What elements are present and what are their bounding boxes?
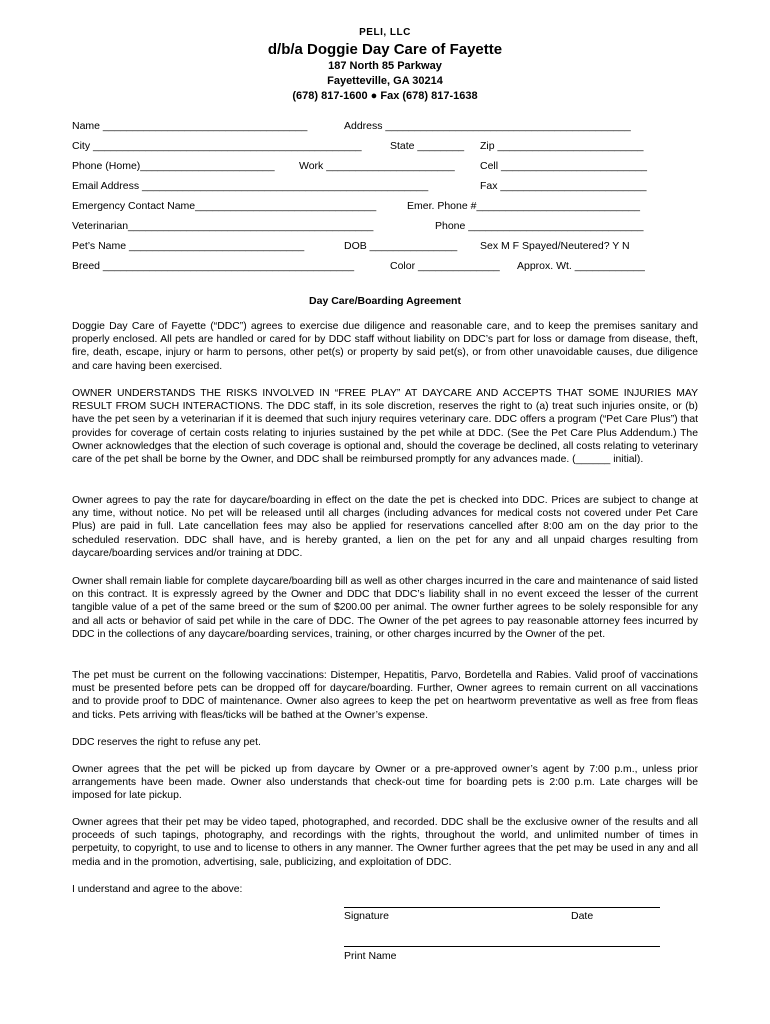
paragraph-free-play: OWNER UNDERSTANDS THE RISKS INVOLVED IN “FREE PLAY” AT DAYCARE AND ACCEPTS THAT SOME INJURIES MAY RESULT FROM SUCH INTERACTIONS. The DDC staff, in its sole discretion, reserves the right to (a) treat such injuries onsite, or (b) have the pet seen by a veterinarian if it is deemed that such injury requires veterinary care. DDC offers a program (“Pet Care Plus”) that provides for coverage of certain costs relating to injuries sustained by the pet while at DDC. (See the Pet Care Plus Addendum.) The Owner acknowledges that the election of such coverage is optional and, should the coverage be declined, all costs relating to veterinary care of the pet shall be borne by the Owner, and DDC shall be reimbursed promptly for any advances made. (______ initial).: [72, 388, 698, 466]
paragraph-media: Owner agrees that their pet may be video taped, photographed, and recorded. DDC shall be the exclusive owner of the results and all proceeds of such tapings, photography, and recordings with the rights, throughout the world, and unlimited number of times in perpetuity, to copyright, to use and to license to others in any manner. The Owner further agrees that the pet may be used in any and all media and in the promotion, advertising, sale, publicizing, and exploitation of DDC.: [72, 817, 698, 868]
veterinarian-field[interactable]: Veterinarian__________________________________________: [72, 220, 374, 232]
dob-field[interactable]: DOB _______________: [344, 240, 458, 252]
city-field[interactable]: City ______________________________________________: [72, 140, 362, 152]
dba-title: d/b/a Doggie Day Care of Fayette: [267, 41, 503, 58]
agree-statement: I understand and agree to the above:: [72, 884, 243, 895]
approx-weight-field[interactable]: Approx. Wt. ____________: [517, 260, 645, 272]
address-field[interactable]: Address __________________________________________: [344, 120, 631, 132]
work-field[interactable]: Work ______________________: [299, 160, 455, 172]
date-label: Date: [571, 910, 594, 922]
sex-spayed-field[interactable]: Sex M F Spayed/Neutered? Y N: [480, 240, 630, 252]
emergency-phone-field[interactable]: Emer. Phone #____________________________: [407, 200, 640, 212]
name-field[interactable]: Name ___________________________________: [72, 120, 308, 132]
paragraph-vaccinations: The pet must be current on the following vaccinations: Distemper, Hepatitis, Parvo, Bordetella and Rabies. Valid proof of vaccinations must be presented before pets can be dropped off for daycare/boarding. Further, Owner agrees to remain current on all vaccinations and to provide proof to DDC of maintenance. Owner also agrees to keep the pet on heartworm preventative as well as free from fleas and ticks. Pets arriving with fleas/ticks will be bathed at the Owner’s expense.: [72, 670, 698, 721]
email-field[interactable]: Email Address _________________________________________________: [72, 180, 429, 192]
phone-home-field[interactable]: Phone (Home)_______________________: [72, 160, 275, 172]
cell-field[interactable]: Cell _________________________: [480, 160, 647, 172]
agreement-title: Day Care/Boarding Agreement: [309, 295, 461, 307]
pets-name-field[interactable]: Pet’s Name ______________________________: [72, 240, 305, 252]
print-name-line[interactable]: [344, 946, 660, 947]
emergency-contact-field[interactable]: Emergency Contact Name_______________________________: [72, 200, 377, 212]
phone-fax-line: (678) 817-1600 ● Fax (678) 817-1638: [292, 90, 478, 102]
paragraph-payment: Owner agrees to pay the rate for daycare/boarding in effect on the date the pet is checked into DDC. Prices are subject to change at any time, without notice. No pet will be released until all charges (including advances for medical costs not covered under Pet Care Plus) are paid in full. Late cancellation fees may also be applied for reservations cancelled after 8:00 am on the day prior to the scheduled reservation. DDC shall have, and is hereby granted, a lien on the pet for any and all unpaid charges resulting from daycare/boarding services and/or training at DDC.: [72, 495, 698, 559]
zip-field[interactable]: Zip _________________________: [480, 140, 644, 152]
print-name-label: Print Name: [344, 950, 397, 962]
paragraph-refuse: DDC reserves the right to refuse any pet.: [72, 737, 261, 748]
signature-line[interactable]: [344, 907, 660, 908]
address-line-2: Fayetteville, GA 30214: [327, 75, 443, 87]
company-name: PELI, LLC: [359, 27, 411, 38]
paragraph-care: Doggie Day Care of Fayette (“DDC”) agrees to exercise due diligence and reasonable care, and to keep the premises sanitary and properly enclosed. All pets are handled or cared for by DDC staff without liability on DDC’s part for loss or damage from disease, theft, fire, death, escape, injury or harm to persons, other pet(s) or property by said pet(s), or from other unavoidable causes, due diligence and care having been exercised.: [72, 321, 698, 372]
paragraph-liability: Owner shall remain liable for complete daycare/boarding bill as well as other charges incurred in the care and maintenance of said listed on this contract. It is expressly agreed by the Owner and DDC that DDC’s liability shall in no event exceed the lesser of the current tangible value of a pet of the same breed or the sum of $200.00 per animal. The owner further agrees to be solely responsible for any and all acts or behavior of said pet while in the care of DDC. The Owner of the pet agrees to pay reasonable attorney fees incurred by DDC in the collections of any daycare/boarding services, training, or other charges incurred by the Owner of the pet.: [72, 576, 698, 640]
signature-label: Signature: [344, 910, 389, 922]
breed-field[interactable]: Breed ___________________________________________: [72, 260, 355, 272]
color-field[interactable]: Color ______________: [390, 260, 500, 272]
fax-field[interactable]: Fax _________________________: [480, 180, 647, 192]
state-field[interactable]: State ________: [390, 140, 465, 152]
vet-phone-field[interactable]: Phone ______________________________: [435, 220, 644, 232]
paragraph-pickup: Owner agrees that the pet will be picked up from daycare by Owner or a pre-approved owner’s agent by 7:00 p.m., unless prior arrangements have been made. Owner also understands that check-out time for boarding pets is 2:00 p.m. Late charges will be imposed for late pickup.: [72, 764, 698, 802]
address-line-1: 187 North 85 Parkway: [328, 60, 442, 72]
